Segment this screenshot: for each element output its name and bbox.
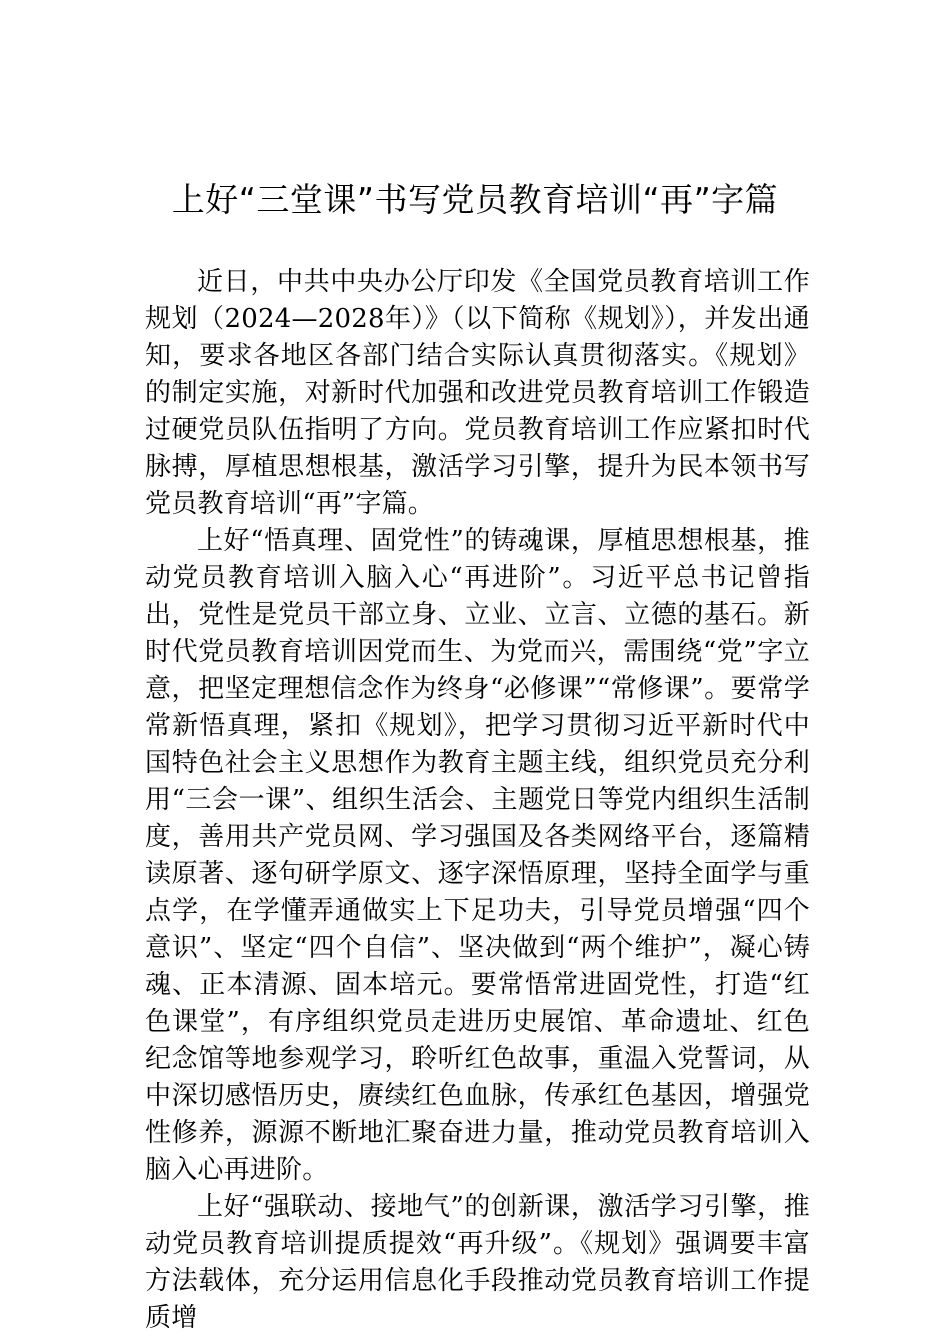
paragraph-intro: 近日，中共中央办公厅印发《全国党员教育培训工作规划（2024—2028年）》（以下简称《规划》），并发出通知，要求各地区各部门结合实际认真贯彻落实。《规划》的制定实施，对新时代加强和改进党员教育培训工作锻造过硬党员队伍指明了方向。党员教育培训工作应紧扣时代脉搏，厚植思想根基，激活学习引擎，提升为民本领书写党员教育培训“再”字篇。 bbox=[145, 267, 810, 519]
paragraph-soul-forging-lesson: 上好“悟真理、固党性”的铸魂课，厚植思想根基，推动党员教育培训入脑入心“再进阶”。习近平总书记曾指出，党性是党员干部立身、立业、立言、立德的基石。新时代党员教育培训因党而生、为党而兴，需围绕“党”字立意，把坚定理想信念作为终身“必修课”“常修课”。要常学常新悟真理，紧扣《规划》，把学习贯彻习近平新时代中国特色社会主义思想作为教育主题主线，组织党员充分利用“三会一课”、组织生活会、主题党日等党内组织生活制度，善用共产党员网、学习强国及各类网络平台，逐篇精读原著、逐句研学原文、逐字深悟原理，坚持全面学与重点学，在学懂弄通做实上下足功夫，引导党员增强“四个意识”、坚定“四个自信”、坚决做到“两个维护”，凝心铸魂、正本清源、固本培元。要常悟常进固党性，打造“红色课堂”，有序组织党员走进历史展馆、革命遗址、红色纪念馆等地参观学习，聆听红色故事，重温入党誓词，从中深切感悟历史，赓续红色血脉，传承红色基因，增强党性修养，源源不断地汇聚奋进力量，推动党员教育培训入脑入心再进阶。 bbox=[145, 526, 810, 1185]
paragraph-innovation-lesson: 上好“强联动、接地气”的创新课，激活学习引擎，推动党员教育培训提质提效“再升级”。《规划》强调要丰富方法载体，充分运用信息化手段推动党员教育培训工作提质增 bbox=[145, 1192, 810, 1333]
document-title: 上好“三堂课”书写党员教育培训“再”字篇 bbox=[171, 180, 779, 219]
document-body bbox=[145, 264, 810, 1337]
